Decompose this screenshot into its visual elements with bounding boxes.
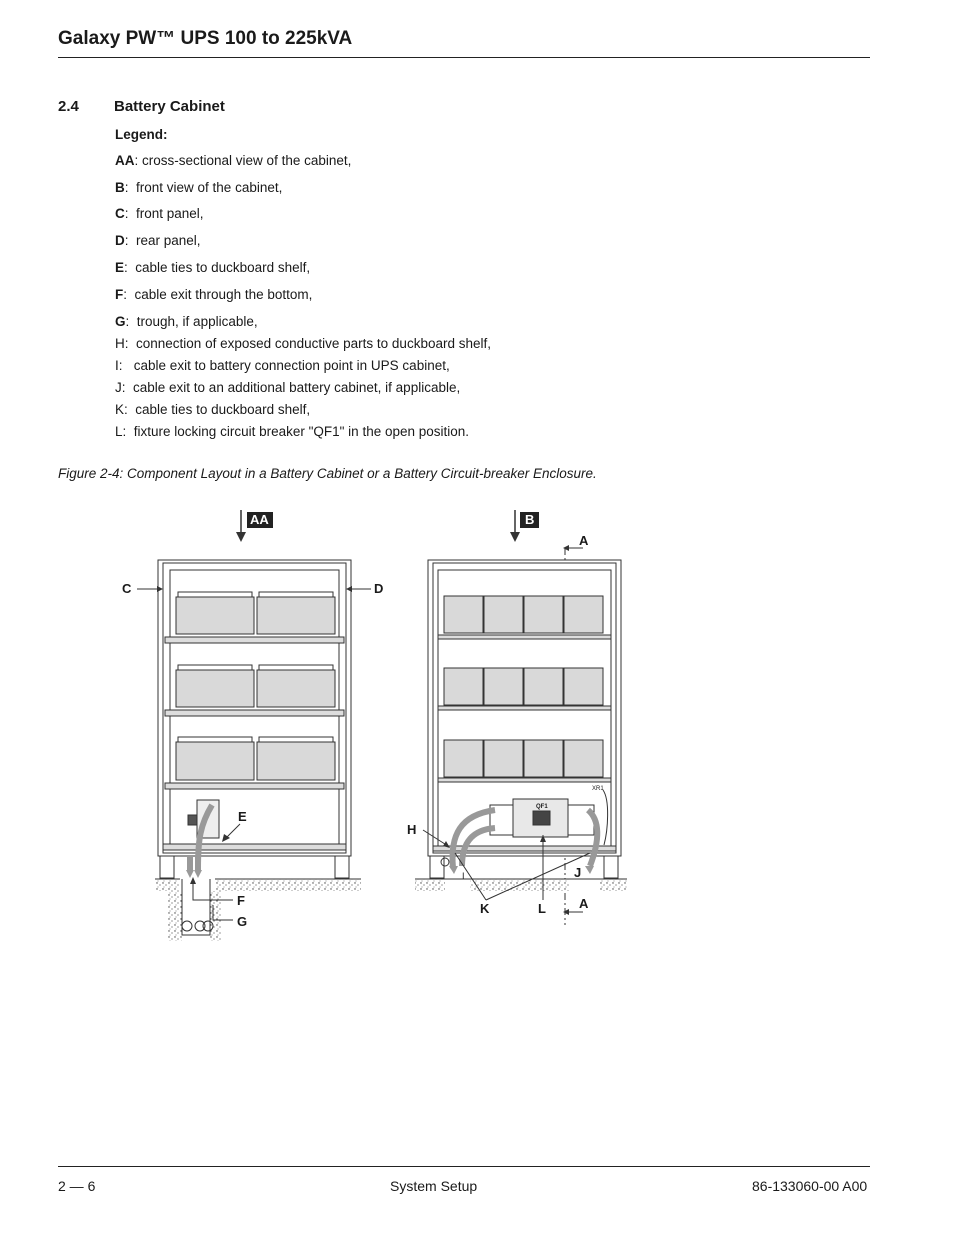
footer-section: System Setup bbox=[390, 1178, 478, 1194]
section-number: 2.4 bbox=[58, 98, 79, 115]
legend-separator: : bbox=[124, 180, 137, 195]
legend-separator: : bbox=[123, 287, 135, 302]
legend-separator: : bbox=[124, 206, 137, 221]
legend-text: rear panel, bbox=[136, 233, 201, 248]
legend-key: G bbox=[115, 314, 126, 329]
legend-key: J bbox=[115, 380, 122, 395]
legend-separator: : bbox=[124, 336, 137, 351]
legend-key: I bbox=[115, 358, 119, 373]
legend-text: cable exit to battery connection point in UPS cabinet, bbox=[133, 358, 450, 373]
label-a-bottom: A bbox=[579, 896, 589, 911]
legend-title: Legend: bbox=[115, 127, 168, 142]
label-c: C bbox=[122, 581, 132, 596]
footer-page-number: 2 — 6 bbox=[58, 1178, 96, 1194]
legend-key: F bbox=[115, 287, 124, 302]
label-qf1: QF1 bbox=[536, 804, 548, 810]
label-l: L bbox=[538, 901, 546, 916]
legend-separator: : bbox=[122, 424, 134, 439]
label-a-top: A bbox=[579, 533, 589, 548]
legend-key: AA bbox=[115, 153, 135, 168]
footer-rule bbox=[58, 1166, 870, 1167]
label-d: D bbox=[374, 581, 384, 596]
front-view bbox=[415, 510, 627, 925]
legend-key: H bbox=[115, 336, 125, 351]
section-title: Battery Cabinet bbox=[114, 98, 225, 115]
label-k: K bbox=[480, 901, 490, 916]
legend-text: front panel, bbox=[136, 206, 204, 221]
legend-separator: : bbox=[124, 260, 136, 275]
legend-text: cross-sectional view of the cabinet, bbox=[142, 153, 352, 168]
legend-text: fixture locking circuit breaker "QF1" in the open position. bbox=[133, 424, 470, 439]
legend-key: B bbox=[115, 180, 125, 195]
label-xr1: XR1 bbox=[592, 786, 604, 792]
legend-separator: : bbox=[121, 380, 134, 395]
legend-key: D bbox=[115, 233, 125, 248]
legend-text: connection of exposed conductive parts to duckboard shelf, bbox=[136, 336, 491, 351]
legend-text: trough, if applicable, bbox=[136, 314, 258, 329]
label-b: B bbox=[525, 512, 535, 527]
legend-key: E bbox=[115, 260, 125, 275]
footer-doc-number: 86-133060-00 A00 bbox=[752, 1178, 868, 1194]
legend-text: cable exit to an additional battery cabinet, if applicable, bbox=[133, 380, 461, 395]
label-h: H bbox=[407, 822, 417, 837]
legend-separator: : bbox=[124, 233, 137, 248]
legend-key: L bbox=[115, 424, 123, 439]
legend-text: front view of the cabinet, bbox=[136, 180, 283, 195]
legend-separator: : bbox=[124, 402, 136, 417]
legend-text: cable ties to duckboard shelf, bbox=[135, 402, 311, 417]
legend-text: cable ties to duckboard shelf, bbox=[135, 260, 311, 275]
legend-separator: : bbox=[134, 153, 143, 168]
legend-separator: : bbox=[125, 314, 137, 329]
cross-section-view bbox=[137, 510, 371, 941]
label-i: I bbox=[462, 871, 465, 881]
page-header-title: Galaxy PW™ UPS 100 to 225kVA bbox=[58, 28, 353, 49]
legend-separator: : bbox=[118, 358, 134, 373]
figure-caption: Figure 2-4: Component Layout in a Battery Cabinet or a Battery Circuit-breaker Enclosure. bbox=[58, 466, 597, 481]
label-g: G bbox=[237, 914, 248, 929]
label-e: E bbox=[238, 809, 247, 824]
label-j: J bbox=[574, 865, 582, 880]
label-aa: AA bbox=[250, 512, 269, 527]
legend-text: cable exit through the bottom, bbox=[134, 287, 313, 302]
legend-key: K bbox=[115, 402, 125, 417]
label-f: F bbox=[237, 893, 245, 908]
legend-key: C bbox=[115, 206, 125, 221]
